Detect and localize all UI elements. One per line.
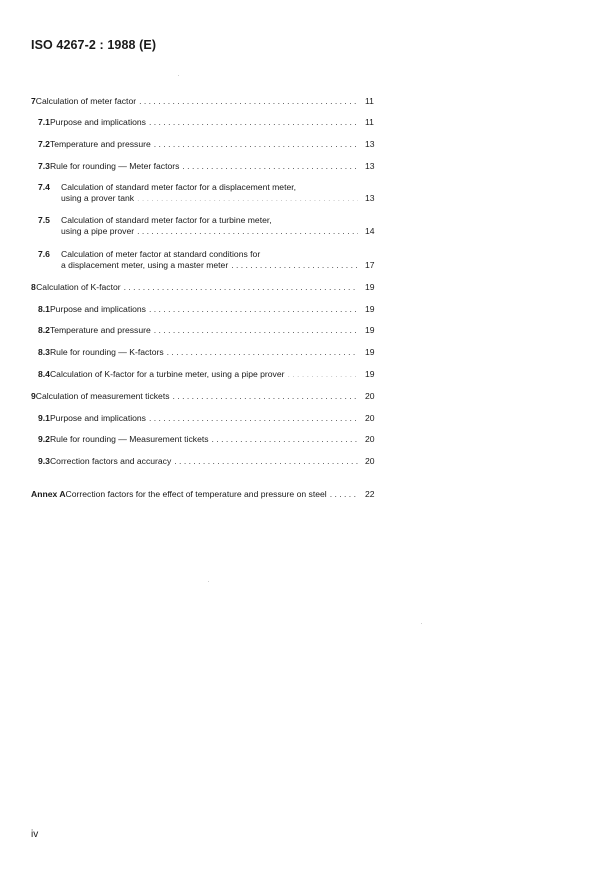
toc-title: Rule for rounding — K-factors xyxy=(49,347,164,357)
toc-entry-annex-a[interactable] xyxy=(31,489,381,500)
toc-title: Calculation of K-factor for a turbine meter, using a pipe prover xyxy=(49,369,285,379)
toc-title: Purpose and implications xyxy=(49,304,146,314)
dot-leader xyxy=(231,260,358,271)
toc-page: 19 xyxy=(365,369,375,379)
toc-entry-9-2[interactable] xyxy=(38,434,381,445)
toc-page: 19 xyxy=(365,347,375,357)
toc-page: 20 xyxy=(365,434,375,444)
dot-leader xyxy=(149,304,358,315)
toc-title-line2: a displacement meter, using a master meter xyxy=(61,260,229,270)
toc-entry-9-3[interactable] xyxy=(38,456,381,467)
dot-leader xyxy=(182,161,358,172)
dot-leader xyxy=(167,347,358,358)
toc-number: 8.4 xyxy=(38,369,50,379)
toc-page: 19 xyxy=(365,304,375,314)
toc-number: 9.1 xyxy=(38,413,50,423)
toc-entry-8-4[interactable] xyxy=(38,369,381,380)
toc-number: 9.3 xyxy=(38,456,50,466)
dot-leader xyxy=(149,413,358,424)
toc-number: 7.3 xyxy=(38,161,50,171)
toc-title: Temperature and pressure xyxy=(49,325,151,335)
toc-entry-7-6[interactable] xyxy=(38,249,381,271)
toc-title: Correction factors and accuracy xyxy=(49,456,172,466)
toc-title: Calculation of K-factor xyxy=(36,282,121,292)
toc-number: 8.3 xyxy=(38,347,50,357)
dot-leader xyxy=(288,369,359,380)
toc-number: 7.2 xyxy=(38,139,50,149)
toc-page: 20 xyxy=(365,391,375,401)
toc-title: Calculation of meter factor xyxy=(35,96,137,106)
toc-number: 7.1 xyxy=(38,117,50,127)
toc-entry-8-3[interactable] xyxy=(38,347,381,358)
toc-entry-9[interactable] xyxy=(31,391,381,402)
toc-page: 20 xyxy=(365,413,375,423)
dot-leader xyxy=(154,139,358,150)
toc-entry-8-2[interactable] xyxy=(38,325,381,336)
toc-title: Correction factors for the effect of temperature and pressure on steel xyxy=(65,489,327,499)
dot-leader xyxy=(139,96,358,107)
toc-title: Purpose and implications xyxy=(49,117,146,127)
toc-title-line2: using a pipe prover xyxy=(61,226,135,236)
toc-page: 19 xyxy=(365,325,375,335)
dot-leader xyxy=(173,391,358,402)
toc-title: Rule for rounding — Measurement tickets xyxy=(49,434,209,444)
toc-title: Calculation of measurement tickets xyxy=(35,391,170,401)
toc-number: 7.4 xyxy=(38,182,50,192)
toc-page: 19 xyxy=(365,282,375,292)
toc-number: 8 xyxy=(31,282,36,292)
dot-leader xyxy=(212,434,358,445)
toc-entry-7-3[interactable] xyxy=(38,161,381,172)
toc-entry-7-4[interactable] xyxy=(38,182,381,204)
toc-page: 13 xyxy=(365,139,375,149)
toc-number: 8.2 xyxy=(38,325,50,335)
toc-page: 11 xyxy=(365,117,374,127)
toc-entry-7-1[interactable] xyxy=(38,117,381,128)
dot-leader xyxy=(149,117,358,128)
toc-title-line1: Calculation of standard meter factor for a turbine meter, xyxy=(61,215,272,225)
toc-number: 9 xyxy=(31,391,36,401)
toc-entry-8[interactable] xyxy=(31,282,381,293)
toc-title: Temperature and pressure xyxy=(49,139,151,149)
toc-title: Rule for rounding — Meter factors xyxy=(49,161,180,171)
toc-number: 7.6 xyxy=(38,249,50,259)
document-header-title: ISO 4267-2 : 1988 (E) xyxy=(31,38,157,52)
page-number: iv xyxy=(31,829,39,840)
toc-entry-8-1[interactable] xyxy=(38,304,381,315)
dot-leader xyxy=(124,282,358,293)
toc-title: Purpose and implications xyxy=(49,413,146,423)
toc-page: 13 xyxy=(365,161,375,171)
toc-page: 20 xyxy=(365,456,375,466)
toc-page: 17 xyxy=(365,260,375,270)
toc-number: 7 xyxy=(31,96,36,106)
toc-number: 9.2 xyxy=(38,434,50,444)
scan-speck xyxy=(208,581,209,582)
toc-number: 7.5 xyxy=(38,215,50,225)
scan-speck xyxy=(421,623,422,624)
dot-leader xyxy=(330,489,358,500)
toc-page: 11 xyxy=(365,96,374,106)
toc-title-line1: Calculation of meter factor at standard conditions for xyxy=(61,249,261,259)
scan-speck xyxy=(178,75,179,76)
dot-leader xyxy=(174,456,358,467)
toc-entry-9-1[interactable] xyxy=(38,413,381,424)
dot-leader xyxy=(137,226,358,237)
toc-page: 14 xyxy=(365,226,375,236)
toc-number: 8.1 xyxy=(38,304,50,314)
toc-title-line1: Calculation of standard meter factor for a displacement meter, xyxy=(61,182,297,192)
toc-entry-7[interactable] xyxy=(31,96,381,107)
toc-page: 13 xyxy=(365,193,375,203)
dot-leader xyxy=(137,193,358,204)
dot-leader xyxy=(154,325,358,336)
toc-entry-7-2[interactable] xyxy=(38,139,381,150)
toc-page: 22 xyxy=(365,489,375,499)
toc-number: Annex A xyxy=(31,489,66,499)
toc-entry-7-5[interactable] xyxy=(38,215,381,237)
toc-title-line2: using a prover tank xyxy=(61,193,135,203)
